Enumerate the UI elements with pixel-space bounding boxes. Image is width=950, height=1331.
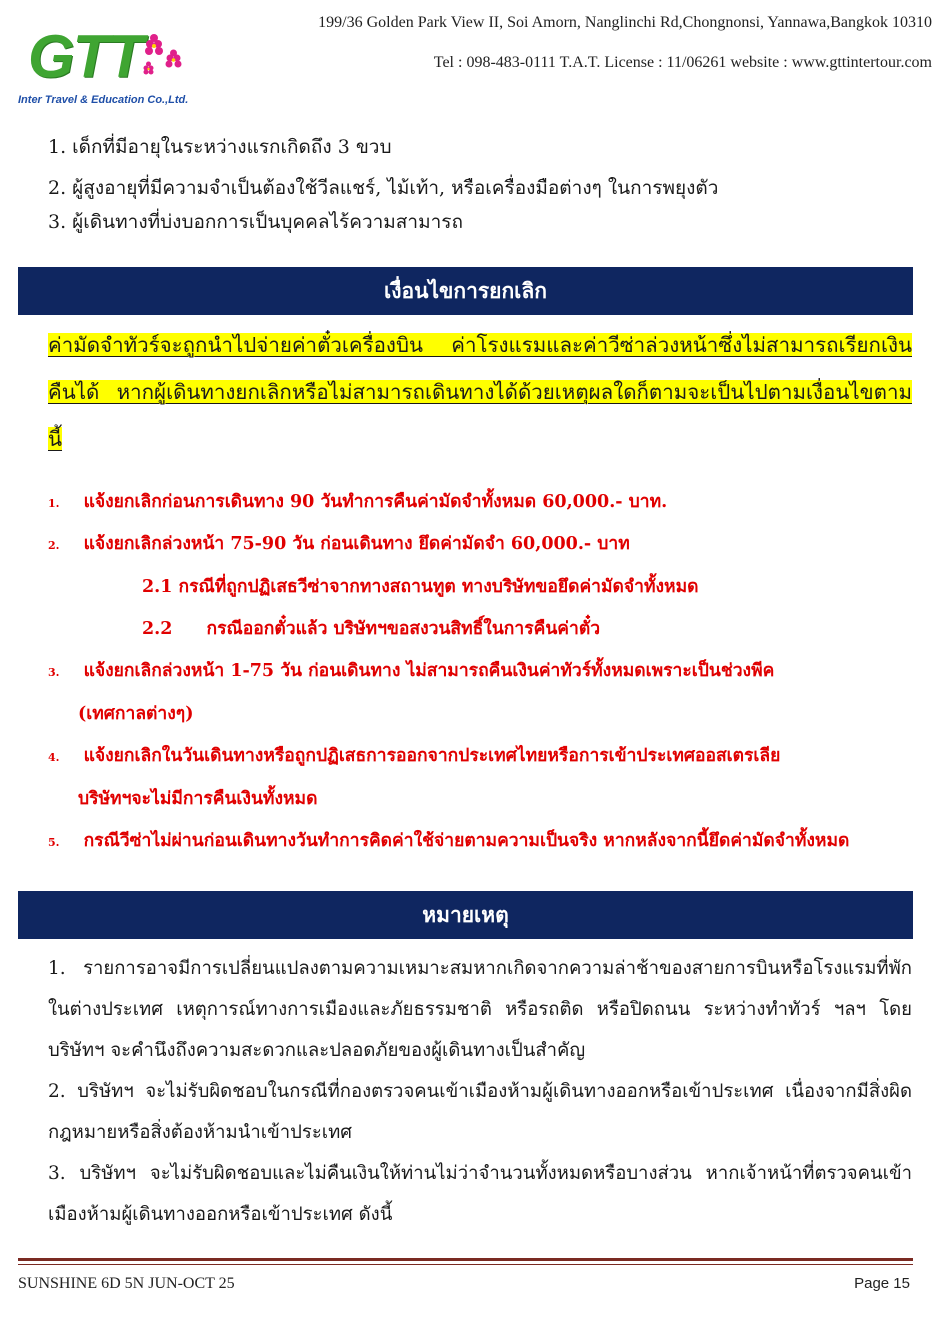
cancel-item-4-cont: บริษัทฯจะไม่มีการคืนเงินทั้งหมด [78,789,318,809]
cancel-item-4 [48,741,780,769]
footer-rule-thin [18,1264,913,1265]
cancel-item-5-text: กรณีวีซ่าไม่ผ่านก่อนเดินทางวันทำการคิดค่าใช้จ่ายตามความเป็นจริง หากหลังจากนี้ยึดค่ามัดจำทั้งหมด [83,831,850,851]
intro-item-1: 1. เด็กที่มีอายุในระหว่างแรกเกิดถึง 3 ขวบ [48,136,392,158]
footer-rule [18,1258,913,1261]
logo-text: GTT [28,23,142,90]
notes-section-title: หมายเหตุ [18,891,913,939]
footer-tour-code: SUNSHINE 6D 5N JUN-OCT 25 [18,1275,235,1292]
note-paragraph-2: 2. บริษัทฯ จะไม่รับผิดชอบในกรณีที่กองตรวจคนเข้าเมืองห้ามผู้เดินทางออกหรือเข้าประเทศ เนื่องจากมีสิ่งผิดกฎหมายหรือสิ่งต้องห้ามนำเข้าประเทศ [48,1081,912,1143]
intro-item-2: 2. ผู้สูงอายุที่มีความจำเป็นต้องใช้วีลแชร์, ไม้เท้า, หรือเครื่องมือต่างๆ ในการพยุงตัว [48,177,719,199]
cancel-item-3-cont: (เทศกาลต่างๆ) [78,704,194,724]
cancel-item-5 [48,826,849,854]
cancel-item-1 [48,487,667,515]
cancel-item-1-num: 1. [48,497,60,510]
intro-item-3: 3. ผู้เดินทางที่บ่งบอกการเป็นบุคคลไร้ความสามารถ [48,211,463,233]
company-contact: Tel : 098-483-0111 T.A.T. License : 11/06261 website : www.gttintertour.com [433,54,932,71]
cancel-item-2 [48,529,630,557]
note-paragraph-1: 1. รายการอาจมีการเปลี่ยนแปลงตามความเหมาะสมหากเกิดจากความล่าช้าของสายการบินหรือโรงแรมที่พักในต่างประเทศ เหตุการณ์ทางการเมืองและภัยธรรมชาติ หรือรถติด หรือปิดถนน ระหว่างทำทัวร์ ฯลฯ โดยบริษัทฯ จะคำนึงถึงความสะดวกและปลอดภัยของผู้เดินทางเป็นสำคัญ [48,958,912,1061]
cancel-item-5-num: 5. [48,836,60,849]
cancel-item-2-1: 2.1 กรณีที่ถูกปฏิเสธวีซ่าจากทางสถานทูต ทางบริษัทขอยึดค่ามัดจำทั้งหมด [142,577,699,597]
highlight-span: ค่ามัดจำทัวร์จะถูกนำไปจ่ายค่าตั๋วเครื่องบิน ค่าโรงแรมและค่าวีซ่าล่วงหน้าซึ่งไม่สามารถเรียกเงินคืนได้ หากผู้เดินทางยกเลิกหรือไม่สามารถเดินทางได้ด้วยเหตุผลใดก็ตามจะเป็นไปตามเงื่อนไขตามนี้ [48,333,912,451]
cancel-section-title: เงื่อนไขการยกเลิก [18,267,913,315]
cancel-item-1-text: แจ้งยกเลิกก่อนการเดินทาง 90 วันทำการคืนค่ามัดจำทั้งหมด 60,000.- บาท. [83,492,668,512]
note-paragraph-3: 3. บริษัทฯ จะไม่รับผิดชอบและไม่คืนเงินให้ท่านไม่ว่าจำนวนทั้งหมดหรือบางส่วน หากเจ้าหน้าที่ตรวจคนเข้าเมืองห้ามผู้เดินทางออกหรือเข้าประเทศ ดังนี้ [48,1163,912,1225]
cancel-item-2-num: 2. [48,539,60,552]
company-address: 199/36 Golden Park View II, Soi Amorn, Nanglinchi Rd,Chongnonsi, Yannawa,Bangkok 10310 [318,14,932,31]
cancel-highlight-text [48,322,912,463]
cancel-item-4-num: 4. [48,751,60,764]
cancel-item-4-text: แจ้งยกเลิกในวันเดินทางหรือถูกปฏิเสธการออกจากประเทศไทยหรือการเข้าประเทศออสเตรเลีย [83,746,781,766]
cancel-item-3-num: 3. [48,666,60,679]
logo-subtitle: Inter Travel & Education Co.,Ltd. [18,94,189,106]
cancel-item-2-2-text: กรณีออกตั๋วแล้ว บริษัทฯขอสงวนสิทธิ์ในการคืนค่าตั๋ว [206,619,601,639]
cancel-item-2-text: แจ้งยกเลิกล่วงหน้า 75-90 วัน ก่อนเดินทาง ยึดค่ามัดจำ 60,000.- บาท [83,534,630,554]
flower-icon [136,34,186,80]
cancel-item-3 [48,656,774,684]
footer-page-number: Page 15 [854,1275,910,1292]
cancel-item-2-2 [142,614,600,642]
cancel-item-3-text: แจ้งยกเลิกล่วงหน้า 1-75 วัน ก่อนเดินทาง ไม่สามารถคืนเงินค่าทัวร์ทั้งหมดเพราะเป็นช่วงพีค [83,661,775,681]
cancel-item-2-2-num: 2.2 [142,619,173,639]
company-logo [18,22,188,114]
